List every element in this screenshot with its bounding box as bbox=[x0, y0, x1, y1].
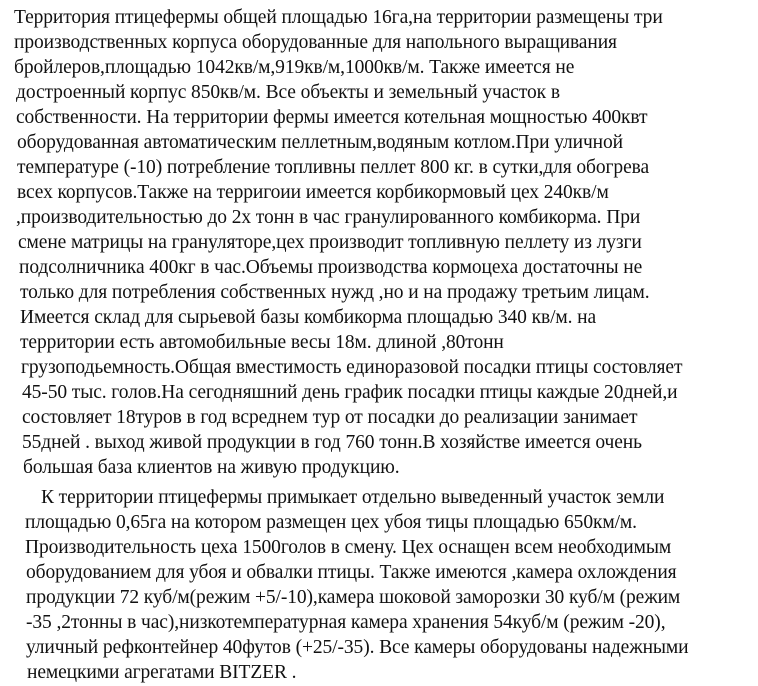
text-line: подсолничника 400кг в час.Объемы производства кормоцеха достаточны не bbox=[19, 257, 643, 278]
text-line: температуре (-10) потребление топливны пеллет 800 кг. в сутки,для обогрева bbox=[17, 157, 650, 178]
text-line: -35 ,2тонны в час),низкотемпературная камера хранения 54куб/м (режим -20), bbox=[26, 612, 666, 633]
text-line: собственности. На территории фермы имеется котельная мощностью 400квт bbox=[16, 107, 648, 128]
text-line: оборудованная автоматическим пеллетным,водяным котлом.При уличной bbox=[17, 132, 623, 153]
text-line: Производительность цеха 1500голов в смену. Цех оснащен всем необходимым bbox=[25, 537, 672, 558]
text-line: всех корпусов.Также на терригоии имеется корбикормовый цех 240кв/м bbox=[17, 182, 609, 203]
text-line: Имеется склад для сырьевой базы комбикорма площадью 340 кв/м. на bbox=[20, 307, 597, 328]
text-line: территории есть автомобильные весы 18м. длиной ,80тонн bbox=[20, 332, 504, 353]
text-line: бройлеров,площадью 1042кв/м,919кв/м,1000кв/м. Также имеется не bbox=[14, 57, 575, 78]
text-line: только для потребления собственных нужд ,но и на продажу третьим лицам. bbox=[20, 282, 650, 303]
text-line: грузоподьемность.Общая вместимость единоразовой посадки птицы состовляет bbox=[21, 357, 683, 378]
text-line: большая база клиентов на живую продукцию. bbox=[23, 457, 400, 478]
text-line: состовляет 18туров в год всреднем тур от посадки до реализации занимает bbox=[22, 407, 638, 428]
text-line: немецкими агрегатами BITZER . bbox=[27, 662, 297, 683]
text-line: К территории птицефермы примыкает отдельно выведенный участок земли bbox=[41, 487, 665, 508]
text-line: площадью 0,65га на котором размещен цех убоя тицы площадью 650км/м. bbox=[25, 512, 637, 533]
text-line: оборудованием для убоя и обвалки птицы. Также имеются ,камера охлождения bbox=[26, 562, 677, 583]
text-line: достроенный корпус 850кв/м. Все объекты и земельный участок в bbox=[16, 82, 560, 103]
text-line: 55дней . выход живой продукции в год 760 тонн.В хозяйстве имеется очень bbox=[22, 432, 642, 453]
text-line: ,производительностью до 2х тонн в час гранулированного комбикорма. При bbox=[16, 207, 641, 228]
text-line: Территория птицефермы общей площадью 16га,на территории размещены три bbox=[14, 7, 663, 28]
text-line: уличный рефконтейнер 40футов (+25/-35). Все камеры оборудованы надежными bbox=[26, 637, 689, 658]
text-line: смене матрицы на грануляторе,цех производит топливную пеллету из лузги bbox=[18, 232, 642, 253]
text-line: 45-50 тыс. голов.На сегодняшний день график посадки птицы каждые 20дней,и bbox=[22, 382, 678, 403]
text-line: производственных корпуса оборудованные для напольного выращивания bbox=[14, 32, 617, 53]
text-line: продукции 72 куб/м(режим +5/-10),камера шоковой заморозки 30 куб/м (режим bbox=[26, 587, 681, 608]
